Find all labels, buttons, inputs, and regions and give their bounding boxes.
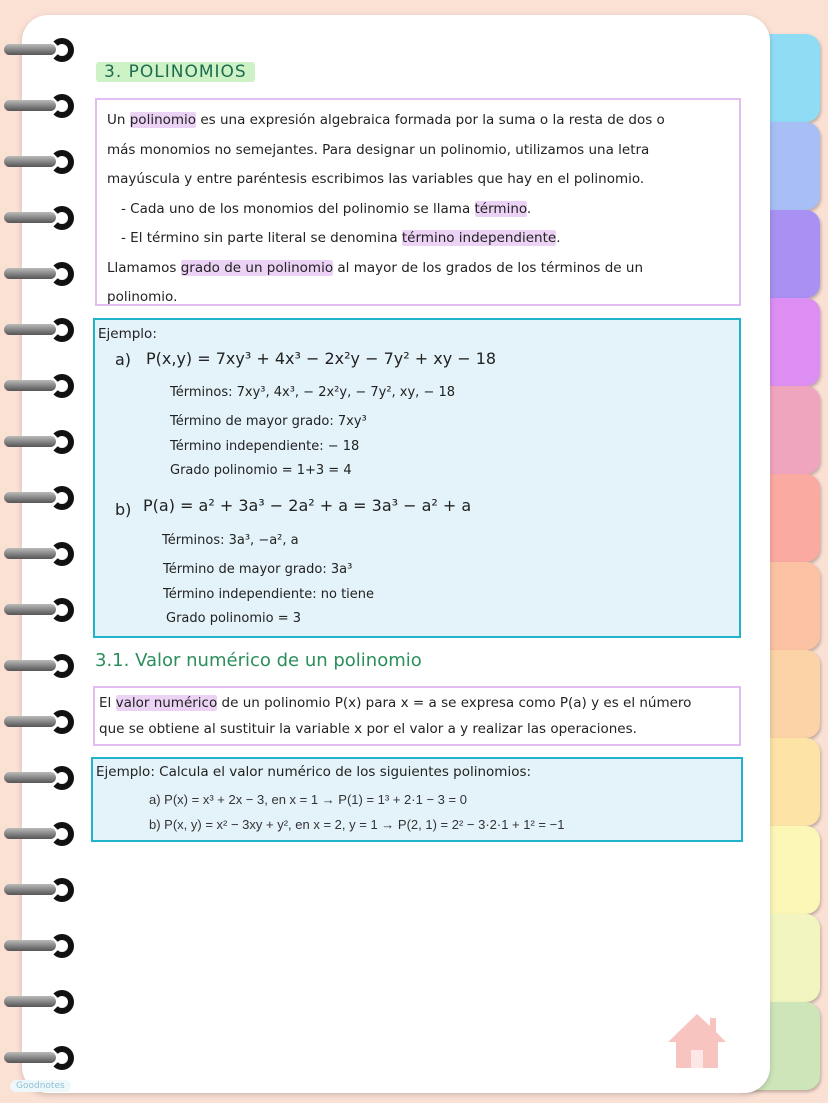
subsection-title: 3.1. Valor numérico de un polinomio	[95, 650, 422, 671]
expression-b: P(a) = a² + 3a³ − 2a² + a = 3a³ − a² + a	[143, 496, 472, 515]
example-2-b: b) P(x, y) = x² − 3xy + y², en x = 2, y = 1 → P(2, 1) = 2² − 3·2·1 + 1² = −1	[149, 817, 565, 832]
expression-a: P(x,y) = 7xy³ + 4x³ − 2x²y − 7y² + xy − 18	[146, 349, 497, 368]
definition-box	[95, 98, 741, 306]
highlight-polinomio: polinomio	[129, 112, 197, 128]
highlight-termino-independiente: término independiente	[401, 230, 557, 246]
degree-b: Grado polinomio = 3	[166, 611, 302, 626]
degree-a: Grado polinomio = 1+3 = 4	[170, 463, 352, 478]
text: es una expresión algebraica formada por la suma o la resta de dos o	[196, 112, 665, 128]
max-degree-b: Término de mayor grado: 3a³	[163, 562, 353, 577]
terms-a: Términos: 7xy³, 4x³, − 2x²y, − 7y², xy, − 18	[170, 385, 456, 400]
text: que se obtiene al sustituir la variable x por el valor a y realizar las operaciones.	[99, 721, 637, 737]
text: al mayor de los grados de los términos de un	[333, 259, 643, 276]
text: - Cada uno de los monomios del polinomio se llama	[121, 200, 475, 217]
text: más monomios no semejantes. Para designar un polinomio, utilizamos una letra	[107, 141, 650, 158]
text: Un	[107, 112, 130, 128]
highlight-valor-numerico: valor numérico	[115, 695, 218, 711]
highlight-termino: término	[474, 200, 527, 217]
text: Llamamos	[107, 259, 181, 276]
goodnotes-watermark: Goodnotes	[10, 1080, 71, 1092]
text: de un polinomio P(x) para x = a se expresa como P(a) y es el número	[217, 695, 692, 711]
text: .	[526, 200, 532, 217]
text: El	[99, 695, 116, 711]
highlight-grado: grado de un polinomio	[180, 259, 334, 276]
item-label-a: a)	[115, 350, 132, 369]
example-2-a: a) P(x) = x³ + 2x − 3, en x = 1 → P(1) = 1³ + 2·1 − 3 = 0	[149, 792, 467, 807]
home-icon[interactable]	[666, 1012, 728, 1070]
section-title: 3. POLINOMIOS	[96, 62, 255, 82]
max-degree-a: Término de mayor grado: 7xy³	[170, 414, 367, 429]
independent-a: Término independiente: − 18	[170, 439, 360, 454]
text: - El término sin parte literal se denomina	[121, 230, 402, 246]
example-2-label: Ejemplo: Calcula el valor numérico de los siguientes polinomios:	[96, 764, 532, 780]
terms-b: Términos: 3a³, −a², a	[162, 533, 299, 548]
independent-b: Término independiente: no tiene	[163, 587, 375, 602]
value-definition-box	[93, 686, 741, 746]
text: mayúscula y entre paréntesis escribimos las variables que hay en el polinomio.	[107, 171, 645, 187]
text: polinomio.	[107, 289, 178, 305]
item-label-b: b)	[115, 500, 132, 519]
example-label: Ejemplo:	[98, 326, 157, 342]
text: .	[556, 230, 561, 246]
